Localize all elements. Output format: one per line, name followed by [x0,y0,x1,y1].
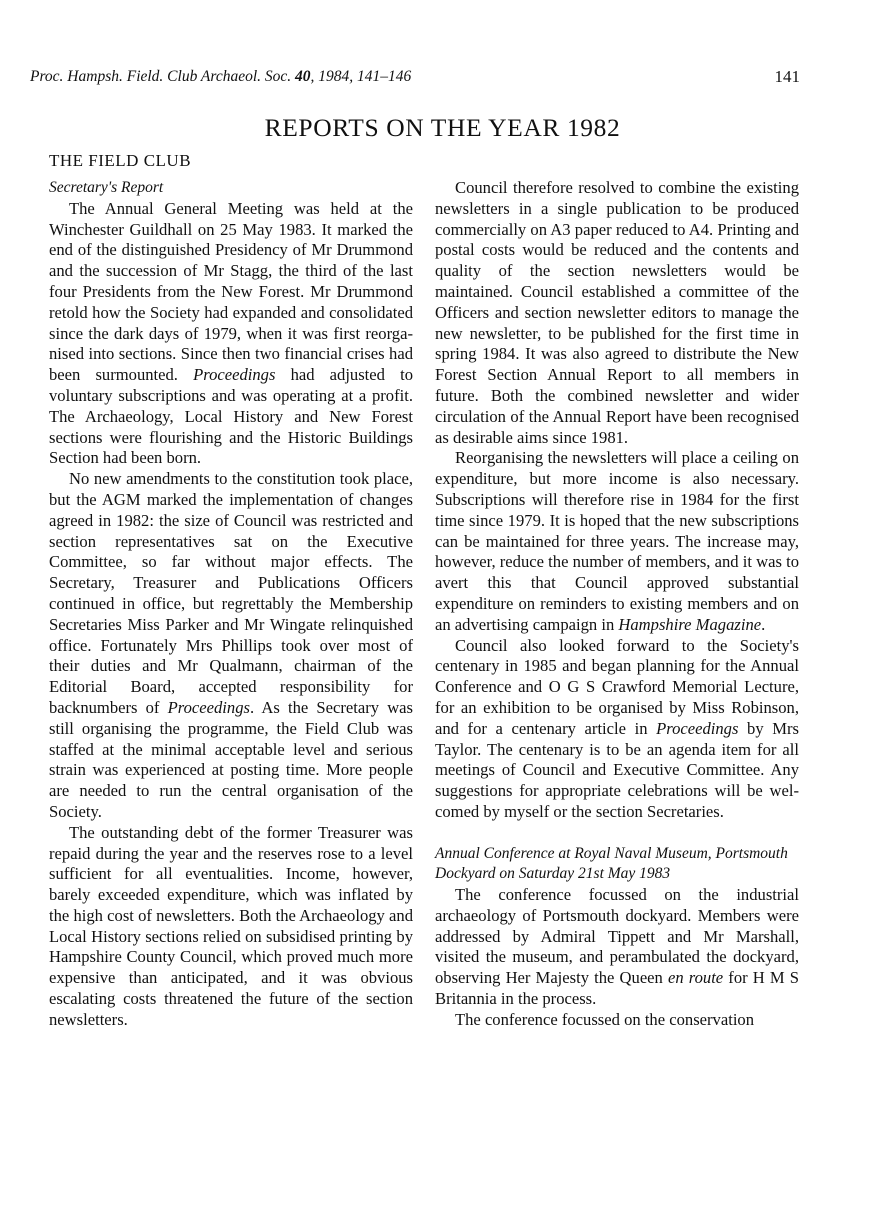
paragraph: The outstanding debt of the former Treasurer was repaid during the year and the reserves rose to a level sufficient for all eventualities. Income, however, barely exceeded expenditure, which was inflated by the high cost of newsletters. Both the Archaeology and Local History sections relied on subsidised printing by Hampshire County Council, which proved much more expensive than anticipated, and it was obvious escalating costs threatened the future of the section newsletters. [49,822,413,1029]
page-number: 141 [774,67,800,86]
paragraph: Council also looked forward to the Society's centenary in 1985 and began planning for the Annual Conference and O G S Crawford Memorial Lecture, for an exhibition to be organised by Miss Robinson, and for a centenary article in Proceedings by Mrs Taylor. The centenary is to be an agenda item for all meetings of Council and Executive Committee. Any suggestions for appropriate celebrations will be welcomed by myself or the section Secretaries. [435,635,799,821]
paragraph: Council therefore resolved to combine the existing newsletters in a single publication to be produced commercially on A3 paper reduced to A4. Printing and postal costs would be reduced and the contents and quality of the section newsletters would be maintained. Council established a committee of the Officers and section newsletter editors to manage the new newsletter, to be published for the first time in spring 1984. It was also agreed to distribute the New Forest Section Annual Report to all members in future. Both the combined newsletter and wider circulation of the Annual Report have been recognised as desirable aims since 1981. [435,178,799,447]
paragraph: The Annual General Meeting was held at the Winchester Guildhall on 25 May 1983. It marked the end of the distinguished Presidency of Mr Drummond and the succession of Mr Stagg, the third of the last four Presidents from the New Forest. Mr Drummond retold how the Society had expanded and consolidated since the dark days of 1979, when it was first reorganised into sections. Since then two financial crises had been surmounted. Proceedings had adjusted to voluntary subscriptions and was operating at a profit. The Archaeology, Local History and New Forest sections were flourishing and the Historic Buildings Section had been born. [49,198,413,468]
secretary-report-subheading: Secretary's Report [49,179,164,196]
conference-subheading: Annual Conference at Royal Naval Museum, Portsmouth Dockyard on Saturday 21st May 1983 [435,844,788,883]
spacer [435,823,799,844]
paragraph: No new amendments to the constitution took place, but the AGM marked the implementation of changes agreed in 1982: the size of Council was restricted and section representatives sat on the Executive Committee, so far without major effects. The Secretary, Treasurer and Publications Officers continued in office, but regrettably the Membership Secretaries Miss Parker and Mr Wingate relinquished office. Fortunately Mrs Phillips took over most of their duties and Mr Qualmann, chairman of the Editorial Board, accepted responsibility for backnumbers of Proceedings. As the Secretary was still organising the programme, the Field Club was staffed at the minimal acceptable level and serious strain was experienced at posting time. More people are needed to run the central organisation of the Society. [49,469,414,821]
journal-citation [30,68,411,86]
paragraph: The conference focussed on the industrial archaeology of Portsmouth dockyard. Members were addressed by Admiral Tippett and Mr Marshall, visited the museum, and perambulated the dockyard, observing Her Majesty the Queen en route for H M S Britannia in the process. [435,885,799,1009]
paragraph: Reorganising the newsletters will place a ceiling on expenditure, but more income is also necessary. Subscriptions will therefore rise in 1984 for the first time since 1979. It is hoped that the new subscriptions can be maintained for three years. The increase may, however, reduce the number of members, and it was to avert this that Council approved substantial expenditure on reminders to existing members and on an advertising campaign in Hampshire Magazine. [435,448,799,634]
paragraph: The conference focussed on the conservation [455,1009,755,1029]
left-column [49,178,413,1031]
volume-number: 40 [295,68,311,85]
running-head [30,68,800,92]
page-title: REPORTS ON THE YEAR 1982 [264,113,621,142]
year-pages: , 1984, 141–146 [310,68,412,85]
right-column [435,178,799,1031]
journal-name: Proc. Hampsh. Field. Club Archaeol. Soc. [30,68,292,85]
section-heading: THE FIELD CLUB [49,151,192,170]
